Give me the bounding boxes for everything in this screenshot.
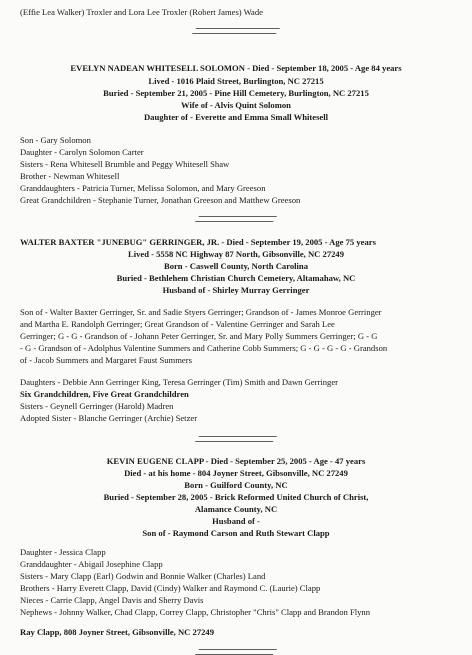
header-line: (Effie Lea Walker) Troxler and Lora Lee Troxler (Robert James) Wade (20, 7, 263, 17)
lineage-line: and Martha E. Randolph Gerringer; Great Grandson of - Valentine Gerringer and Sarah Lee (20, 319, 335, 329)
entry-buried: Buried - Bethlehem Christian Church Cemetery, Altamahaw, NC (116, 273, 356, 283)
family-line: Daughter - Jessica Clapp (20, 547, 106, 557)
lineage-line: Son of - Walter Baxter Gerringer, Sr. and Sadie Styers Gerringer; Grandson of - James Monroe Gerringer (20, 307, 382, 317)
family-line: Sisters - Mary Clapp (Earl) Godwin and Bonnie Walker (Charles) Land (20, 571, 266, 581)
family-line: Brother - Newman Whitesell (20, 171, 120, 181)
entry-buried: Buried - September 28, 2005 - Brick Reformed United Church of Christ, (103, 492, 369, 502)
entry-born: Born - Guilford County, NC (184, 480, 288, 490)
family-line: Granddaughters - Patricia Turner, Melissa Solomon, and Mary Greeson (20, 183, 266, 193)
entry-lived: Lived - 1016 Plaid Street, Burlington, NC 27215 (148, 76, 324, 86)
family-line: Daughter - Carolyn Solomon Carter (20, 147, 144, 157)
lineage-line: - G - Grandson of - Adolphus Valentine Summers and Catherine Cobb Summers; G - G - G - G - Grandson (20, 343, 388, 353)
family-line: Six Grandchildren, Five Great Grandchildren (20, 389, 189, 399)
section-divider (0, 28, 472, 34)
family-line: Son - Gary Solomon (20, 135, 91, 145)
family-line: Adopted Sister - Blanche Gerringer (Archie) Setzer (20, 413, 198, 423)
family-line: Sisters - Geynell Gerringer (Harold) Madren (20, 401, 174, 411)
entry-heading: WALTER BAXTER "JUNEBUG" GERRINGER, JR. - Died - September 19, 2005 - Age 75 years (20, 237, 376, 247)
entry-lived: Lived - 5558 NC Highway 87 North, Gibsonville, NC 27249 (127, 249, 345, 259)
family-line: Great Grandchildren - Stephanie Turner, Jonathan Greeson and Matthew Greeson (20, 195, 301, 205)
section-divider (0, 649, 472, 655)
family-line: Granddaughter - Abigail Josephine Clapp (20, 559, 163, 569)
entry-buried: Buried - September 21, 2005 - Pine Hill Cemetery, Burlington, NC 27215 (103, 88, 369, 98)
family-line: Daughters - Debbie Ann Gerringer King, Teresa Gerringer (Tim) Smith and Dawn Gerringer (20, 377, 338, 387)
entry-heading: EVELYN NADEAN WHITESELL SOLOMON - Died - September 18, 2005 - Age 84 years (70, 63, 402, 73)
section-divider (0, 436, 472, 442)
contact-line: Ray Clapp, 808 Joyner Street, Gibsonville, NC 27249 (20, 627, 215, 637)
entry-buried-location: Alamance County, NC (194, 504, 278, 514)
entry-parents: Daughter of - Everette and Emma Small Whitesell (143, 112, 329, 122)
family-line: Sisters - Rena Whitesell Brumble and Peggy Whitesell Shaw (20, 159, 230, 169)
family-line: Nephews - Johnny Walker, Chad Clapp, Correy Clapp, Christopher "Chris" Clapp and Brandon Flynn (20, 607, 371, 617)
family-line: Brothers - Harry Everett Clapp, David (Cindy) Walker and Raymond C. (Laurie) Clapp (20, 583, 321, 593)
entry-parents: Son of - Raymond Carson and Ruth Stewart Clapp (142, 528, 330, 538)
entry-heading: KEVIN EUGENE CLAPP - Died - September 25, 2005 - Age - 47 years (106, 456, 366, 466)
section-divider (0, 216, 472, 222)
entry-spouse: Husband of - Shirley Murray Gerringer (162, 285, 310, 295)
entry-spouse: Husband of - (212, 516, 260, 526)
family-line: Nieces - Carrie Clapp, Angel Davis and Sherry Davis (20, 595, 204, 605)
entry-spouse: Wife of - Alvis Quint Solomon (181, 100, 291, 110)
lineage-line: of - Jacob Summers and Margaret Faust Summers (20, 355, 192, 365)
entry-died-at: Died - at his home - 804 Joyner Street, Gibsonville, NC 27249 (124, 468, 348, 478)
lineage-line: Gerringer; G - G - Grandson of - Johann Peter Gerringer, Sr. and Mary Polly Summers Gerringer; G - G (20, 331, 378, 341)
entry-born: Born - Caswell County, North Carolina (163, 261, 309, 271)
